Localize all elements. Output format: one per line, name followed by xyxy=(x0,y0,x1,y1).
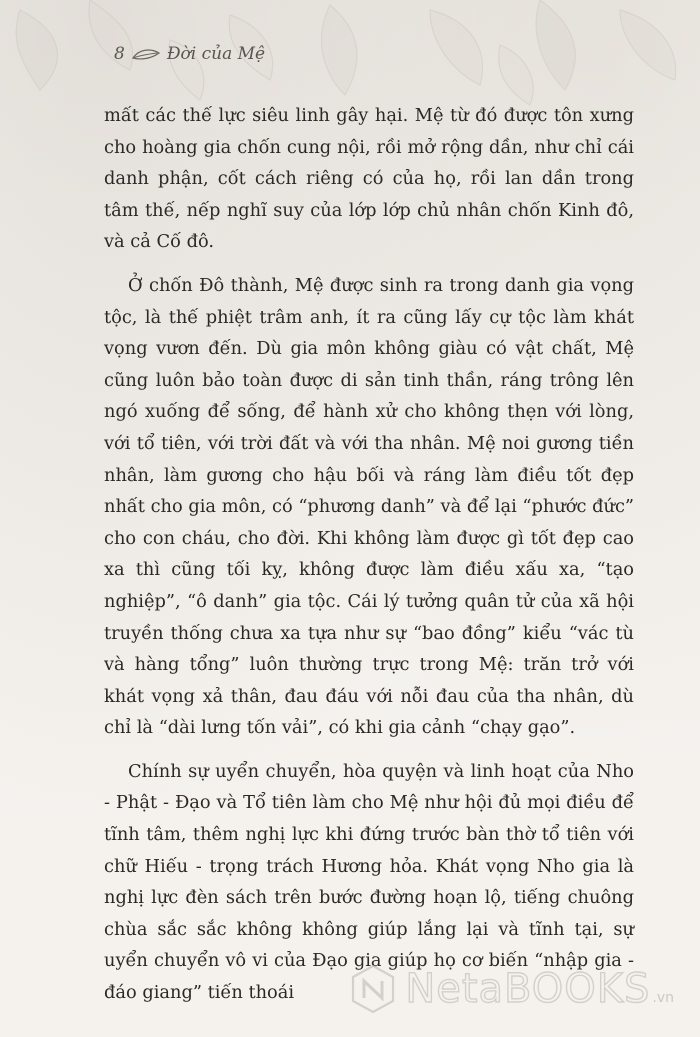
page-number: 8 xyxy=(114,44,125,64)
leaf-pattern-decoration xyxy=(0,0,700,110)
running-header xyxy=(114,42,265,66)
paragraph-3: Chính sự uyển chuyển, hòa quyện và linh hoạt của Nho - Phật - Đạo và Tổ tiên làm cho Mệ như hội đủ mọi điều để tĩnh tâm, thêm nghị lực khi đứng trước bàn thờ tổ tiên với chữ Hiếu - trọng trách Hương hỏa. Khát vọng Nho gia là nghị lực đèn sách trên bước đường hoạn lộ, tiếng chuông chùa sắc sắc không không giúp lắng lại và tĩnh tại, sự uyển chuyển vô vi của Đạo gia giúp họ cơ biến “nhập gia - đáo giang” tiến thoái xyxy=(104,760,634,1004)
running-title: Đời của Mệ xyxy=(166,44,266,64)
netabooks-logo-icon xyxy=(347,963,399,1015)
paragraph-2: Ở chốn Đô thành, Mệ được sinh ra trong danh gia vọng tộc, là thế phiệt trâm anh, ít ra cũng lấy cự tộc làm khát vọng vươn đến. Dù gia môn không giàu có vật chất, Mệ cũng luôn bảo toàn được di sản tinh thần, ráng trông lên ngó xuống để sống, để hành xử cho không thẹn với lòng, với tổ tiên, với trời đất và với tha nhân. Mệ noi gương tiền nhân, làm gương cho hậu bối và ráng làm điều tốt đẹp nhất cho gia môn, có “phương danh” và để lại “phước đức” cho con cháu, cho đời. Khi không làm được gì tốt đẹp cao xa thì cũng tối kỵ, không được làm điều xấu xa, “tạo nghiệp”, “ô danh” gia tộc. Cái lý tưởng quân tử của xã hội truyền thống chưa xa tựa như sự “bao đồng” kiểu “vác tù và hàng tổng” luôn thường trực trong Mệ: trăn trở với khát vọng xả thân, đau đáu với nỗi đau của tha nhân, dù chỉ là “dài lưng tốn vải”, có khi gia cảnh “chạy gạo”. xyxy=(104,274,634,739)
watermark-suffix: .vn xyxy=(652,990,674,1006)
paragraph-1: mất các thế lực siêu linh gây hại. Mệ từ đó được tôn xưng cho hoàng gia chốn cung nội, rồi mở rộng dần, như chỉ cái danh phận, cốt cách riêng có của họ, rồi lan dần trong tâm thế, nếp nghĩ suy của lớp lớp chủ nhân chốn Kinh đô, và cả Cố đô. xyxy=(104,105,634,253)
watermark-brand: NetaBOOKS xyxy=(405,966,651,1012)
watermark xyxy=(347,963,674,1015)
leaf-ornament-icon xyxy=(131,47,161,61)
body-text xyxy=(104,100,634,1009)
